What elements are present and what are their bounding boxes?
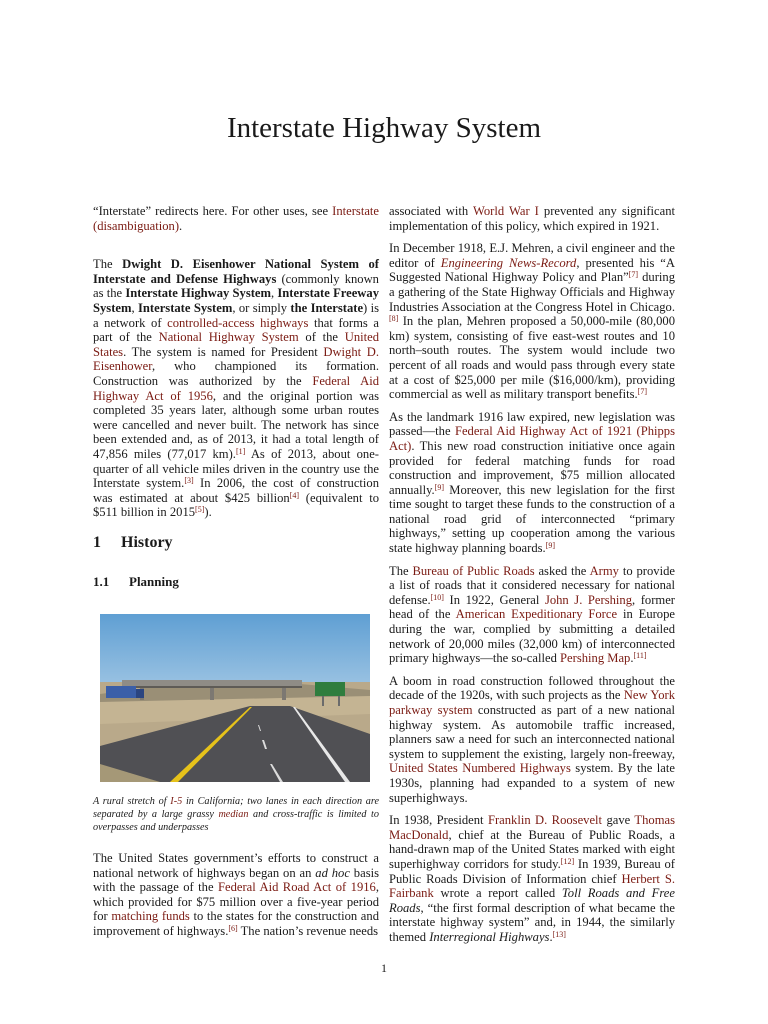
text: wrote a report called (433, 886, 562, 901)
text: . The system is named for President (123, 344, 324, 359)
text: The (389, 563, 413, 578)
link-new-york-parkway-system[interactable]: New York parkway system (389, 688, 675, 717)
text: In 2006, the cost of construction was estimated at about $425 billion (93, 476, 379, 505)
citation[interactable]: [13] (552, 929, 566, 939)
link-national-highway-system[interactable]: National Highway System (158, 330, 299, 345)
hatnote (93, 204, 379, 233)
bold-term: the Interstate (290, 300, 364, 315)
section-heading-history (93, 534, 173, 552)
text: (equivalent to $511 billion in 2015 (93, 490, 379, 520)
link-matching-funds[interactable]: matching funds (111, 909, 190, 924)
paragraph (389, 241, 675, 402)
left-column (93, 204, 379, 528)
text: As of 2013, about one-quarter of all vehicle miles driven in the country use the Interstate system. (93, 446, 379, 491)
text: (commonly known as the (93, 271, 379, 301)
text: , former head of the (389, 592, 676, 622)
article-title: Interstate Highway System (226, 112, 542, 144)
text: of the (298, 330, 345, 345)
citation[interactable]: [7] (637, 387, 647, 397)
citation[interactable]: [5] (195, 505, 205, 515)
text: , chief at the Bureau of Public Roads, a hand-drawn map of the United States marked with eight superhighway corridors for study. (389, 827, 675, 871)
link-federal-aid-highway-act-1956[interactable]: Federal Aid Highway Act of 1956 (93, 373, 379, 403)
subsection-title: Planning (129, 574, 179, 589)
italic-title: Toll Roads and Free Roads (389, 886, 675, 915)
citation[interactable]: [7] (628, 270, 639, 280)
highway-photo-graphic (100, 614, 370, 782)
text: , presented his “A Suggested National Highway Policy and Plan” (389, 255, 675, 285)
link-federal-aid-highway-act-1921[interactable]: Federal Aid Highway Act of 1921 (Phipps Act) (389, 424, 675, 453)
link-united-states-numbered-highways[interactable]: United States Numbered Highways (389, 761, 571, 776)
text: basis with the passage of the (93, 865, 379, 895)
text: , (271, 286, 278, 301)
text: ). (204, 505, 212, 520)
text: ) is a network of (93, 300, 380, 330)
text: The nation’s revenue needs (237, 923, 379, 938)
text: gave (602, 813, 635, 828)
text: system. By the late 1930s, planning had expanded to a system of new superhighways. (389, 761, 675, 805)
text: , and the original portion was completed 35 years later, although some urban routes were cancelled and never built. The network has since been extended and, as of 2013, it had a total length of 47,856 miles (77,017 km). (93, 388, 379, 461)
bold-term: Interstate System (138, 300, 233, 315)
text: , “the first formal description of what became the interstate highway system” and, in 1944, the similarly themed (389, 900, 675, 944)
text: prevented any significant implementation of this policy, which expired in 1921. (389, 204, 675, 233)
text: , which provided for $75 million over a five-year period for (93, 880, 380, 924)
text: , who championed its formation. Construction was authorized by the (93, 359, 379, 388)
text: during a gathering of the State Highway Officials and Highway Industries Association at the Congress Hotel in Chicago. (389, 270, 675, 314)
italic-term: ad hoc (315, 865, 350, 880)
bold-term: Interstate Freeway System (93, 286, 379, 315)
text: The (93, 257, 123, 272)
citation[interactable]: [1] (235, 446, 246, 456)
caption-text: in California; two lanes in each direction are separated by a large grassy (93, 796, 379, 820)
link-american-expeditionary-force[interactable]: American Expeditionary Force (455, 607, 618, 622)
text: The United States government’s efforts to construct a national network of highways began on an (93, 851, 379, 880)
link-median[interactable]: median (218, 808, 249, 820)
text: that forms a part of the (93, 315, 379, 345)
paragraph (389, 410, 675, 556)
text: In the plan, Mehren proposed a 50,000-mile (80,000 km) system, consisting of five east-west routes and 10 north–south routes. The system would include two percent of all roads and would pass through every state at a cost of $25,000 per mile ($16,000/km), providing commercial as well as military transport benefits. (389, 314, 675, 402)
text: , or simply (232, 300, 291, 315)
section-title: History (121, 534, 173, 551)
link-pershing-map[interactable]: Pershing Map (560, 651, 631, 666)
paragraph (389, 204, 675, 233)
subsection-number: 1.1 (93, 574, 110, 589)
text: . (630, 651, 634, 666)
link-controlled-access-highways[interactable]: controlled-access highways (167, 315, 309, 330)
section-number: 1 (93, 534, 101, 551)
citation[interactable]: [4] (289, 490, 300, 500)
paragraph (389, 674, 675, 805)
link-interstate-disambiguation[interactable]: Interstate (disambiguation) (93, 204, 379, 233)
text: associated with (389, 204, 473, 218)
link-bureau-of-public-roads[interactable]: Bureau of Public Roads (412, 563, 535, 578)
link-army[interactable]: Army (589, 563, 619, 578)
link-world-war-i[interactable]: World War I (473, 204, 539, 218)
text: In 1922, General (443, 592, 545, 607)
intro-paragraph (93, 257, 379, 520)
italic-title: Interregional Highways (429, 929, 550, 944)
hatnote-end: . (179, 218, 183, 233)
text: , (131, 300, 139, 315)
right-column (389, 204, 675, 953)
citation[interactable]: [12] (560, 856, 575, 866)
text: In 1938, President (389, 813, 488, 828)
text: A boom in road construction followed throughout the decade of the 1920s, with such projects as the (389, 673, 675, 703)
text: In 1939, Bureau of Public Roads Division of Information chief (389, 856, 675, 886)
citation[interactable]: [8] (389, 314, 399, 324)
text: In December 1918, E.J. Mehren, a civil engineer and the editor of (389, 241, 675, 270)
text: As the landmark 1916 law expired, new legislation was passed—the (389, 409, 675, 439)
hatnote-text: “Interstate” redirects here. For other uses, see (93, 204, 333, 218)
text: to provide a list of roads that it considered necessary for national defense. (389, 563, 675, 607)
link-thomas-macdonald[interactable]: Thomas MacDonald (389, 813, 675, 842)
link-i-5[interactable]: I-5 (170, 796, 183, 807)
text: . This new road construction initiative once again provided for federal matching funds for road construction and improvement, $75 million allocated annually. (389, 438, 675, 497)
subsection-heading-planning (93, 574, 179, 590)
paragraph (389, 813, 675, 944)
caption-text: and cross-traffic is limited to overpasses and underpasses (93, 808, 379, 833)
history-paragraph-1 (93, 851, 379, 939)
link-federal-aid-road-act-1916[interactable]: Federal Aid Road Act of 1916 (217, 880, 376, 895)
text: Moreover, this new legislation for the first time sought to target these funds to the construction of a national road grid of interconnected “primary highways,” setting up cooperation among the various state highway planning boards. (389, 482, 675, 556)
page-number: 1 (381, 961, 387, 975)
link-herbert-s-fairbank[interactable]: Herbert S. Fairbank (389, 871, 675, 901)
citation[interactable]: [10] (430, 592, 444, 602)
text: in Europe during the war, complied by submitting a detailed network of 20,000 miles (32,000 km) of interconnected primary highways—the so-called (389, 607, 675, 666)
citation[interactable]: [9] (545, 541, 556, 551)
citation[interactable]: [6] (228, 923, 238, 933)
link-franklin-d-roosevelt[interactable]: Franklin D. Roosevelt (487, 813, 603, 828)
caption-text: A rural stretch of (93, 796, 171, 807)
figure-caption (93, 796, 379, 834)
paragraph (389, 564, 675, 666)
text: . (549, 929, 553, 944)
link-john-j-pershing[interactable]: John J. Pershing (544, 592, 633, 607)
citation[interactable]: [9] (434, 482, 445, 492)
text: to the states for the construction and improvement of highways. (93, 909, 379, 938)
link-united-states[interactable]: United States (93, 330, 380, 359)
link-dwight-d-eisenhower[interactable]: Dwight D. Eisenhower (93, 344, 379, 374)
citation[interactable]: [3] (184, 476, 194, 486)
bold-term: Interstate Highway System (125, 286, 272, 301)
text: asked the (534, 563, 590, 578)
highway-photo[interactable] (100, 614, 370, 782)
text: constructed as part of a new national highway system. As automobile traffic increased, planners saw a need for such an interconnected national system to supplement the existing, largely non-freeway, (389, 703, 675, 761)
citation[interactable]: [11] (633, 651, 647, 661)
link-engineering-news-record[interactable]: Engineering News-Record (440, 255, 577, 270)
bold-term: Dwight D. Eisenhower National System of Interstate and Defense Highways (93, 257, 380, 286)
